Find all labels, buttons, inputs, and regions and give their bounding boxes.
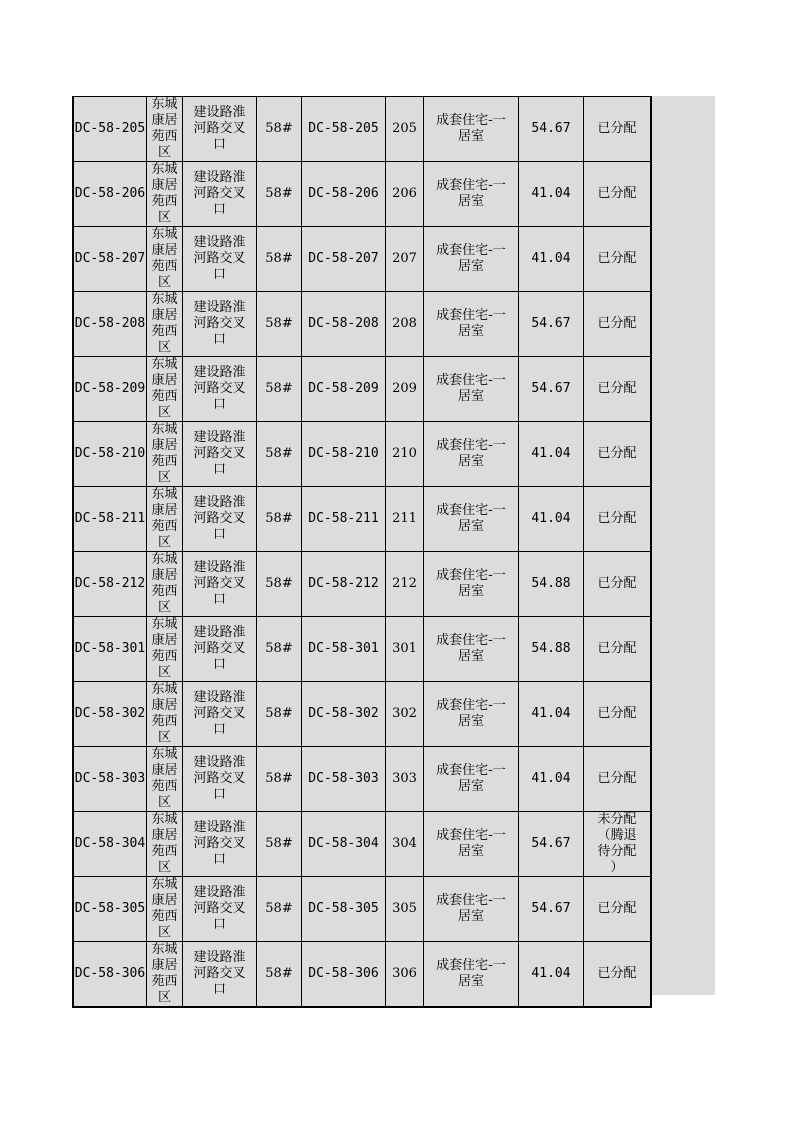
cell-building-text: 58# xyxy=(265,706,293,721)
cell-house-code xyxy=(73,812,147,877)
cell-address xyxy=(183,617,257,682)
cell-address xyxy=(183,162,257,227)
cell-unit-code-text: DC-58-206 xyxy=(308,186,379,201)
cell-housing-type-text: 成套住宅-一 居室 xyxy=(436,568,506,599)
cell-room-number-text: 206 xyxy=(392,186,417,201)
cell-house-code-text: DC-58-206 xyxy=(74,186,146,201)
cell-community xyxy=(147,357,183,422)
cell-allocation-status xyxy=(584,682,652,747)
cell-building-text: 58# xyxy=(265,251,293,266)
cell-house-code xyxy=(73,747,147,812)
cell-allocation-status xyxy=(584,422,652,487)
cell-address-text: 建设路淮 河路交叉 口 xyxy=(193,170,246,217)
cell-house-code-text: DC-58-207 xyxy=(74,251,146,266)
cell-room-number xyxy=(386,552,424,617)
cell-floor-area xyxy=(519,552,584,617)
cell-unit-code xyxy=(302,682,386,747)
cell-address-text: 建设路淮 河路交叉 口 xyxy=(193,820,246,867)
cell-allocation-status xyxy=(584,747,652,812)
cell-house-code xyxy=(73,292,147,357)
grey-margin-band xyxy=(647,96,715,995)
cell-allocation-status xyxy=(584,227,652,292)
cell-floor-area-text: 54.67 xyxy=(531,316,571,331)
table-row xyxy=(73,487,651,552)
cell-allocation-status xyxy=(584,292,652,357)
cell-house-code-text: DC-58-208 xyxy=(74,316,146,331)
cell-address xyxy=(183,357,257,422)
cell-allocation-status xyxy=(584,162,652,227)
cell-housing-type-text: 成套住宅-一 居室 xyxy=(436,698,506,729)
cell-address-text: 建设路淮 河路交叉 口 xyxy=(193,300,246,347)
cell-community-text: 东城 康居 苑西 区 xyxy=(151,747,178,810)
cell-house-code xyxy=(73,552,147,617)
cell-allocation-status-text: 已分配 xyxy=(597,706,637,721)
cell-address-text: 建设路淮 河路交叉 口 xyxy=(193,885,246,932)
cell-address-text: 建设路淮 河路交叉 口 xyxy=(193,365,246,412)
table-row xyxy=(73,942,651,1008)
cell-community-text: 东城 康居 苑西 区 xyxy=(151,227,178,290)
cell-address-text: 建设路淮 河路交叉 口 xyxy=(193,755,246,802)
cell-unit-code xyxy=(302,357,386,422)
cell-housing-type-text: 成套住宅-一 居室 xyxy=(436,893,506,924)
cell-room-number xyxy=(386,942,424,1008)
cell-floor-area-text: 54.67 xyxy=(531,381,571,396)
cell-room-number xyxy=(386,162,424,227)
cell-building xyxy=(257,877,302,942)
cell-unit-code xyxy=(302,747,386,812)
cell-floor-area-text: 41.04 xyxy=(531,706,571,721)
cell-house-code xyxy=(73,942,147,1008)
cell-allocation-status xyxy=(584,357,652,422)
cell-community xyxy=(147,422,183,487)
cell-building xyxy=(257,617,302,682)
cell-allocation-status-text: 已分配 xyxy=(597,966,637,981)
cell-room-number-text: 209 xyxy=(392,381,417,396)
cell-floor-area-text: 41.04 xyxy=(531,446,571,461)
cell-building xyxy=(257,747,302,812)
cell-house-code-text: DC-58-302 xyxy=(74,706,146,721)
cell-building xyxy=(257,422,302,487)
cell-unit-code xyxy=(302,422,386,487)
cell-room-number-text: 302 xyxy=(392,706,417,721)
cell-house-code-text: DC-58-212 xyxy=(74,576,146,591)
table-row xyxy=(73,877,651,942)
cell-address xyxy=(183,877,257,942)
cell-house-code-text: DC-58-301 xyxy=(74,641,146,656)
cell-house-code-text: DC-58-305 xyxy=(74,901,146,916)
cell-building-text: 58# xyxy=(265,446,293,461)
cell-address xyxy=(183,682,257,747)
cell-housing-type-text: 成套住宅-一 居室 xyxy=(436,828,506,859)
cell-allocation-status-text: 已分配 xyxy=(597,641,637,656)
cell-community xyxy=(147,162,183,227)
cell-address-text: 建设路淮 河路交叉 口 xyxy=(193,105,246,152)
cell-room-number xyxy=(386,487,424,552)
cell-allocation-status xyxy=(584,942,652,1008)
cell-housing-type-text: 成套住宅-一 居室 xyxy=(436,503,506,534)
cell-community-text: 东城 康居 苑西 区 xyxy=(151,877,178,940)
cell-room-number xyxy=(386,747,424,812)
cell-address-text: 建设路淮 河路交叉 口 xyxy=(193,235,246,282)
cell-address xyxy=(183,227,257,292)
cell-address xyxy=(183,552,257,617)
table-body xyxy=(73,97,651,1008)
cell-housing-type xyxy=(424,747,519,812)
cell-allocation-status-text: 已分配 xyxy=(597,901,637,916)
cell-housing-type xyxy=(424,617,519,682)
cell-housing-type-text: 成套住宅-一 居室 xyxy=(436,438,506,469)
cell-community-text: 东城 康居 苑西 区 xyxy=(151,97,178,160)
cell-building-text: 58# xyxy=(265,511,293,526)
cell-allocation-status-text: 已分配 xyxy=(597,251,637,266)
cell-housing-type xyxy=(424,942,519,1008)
cell-unit-code-text: DC-58-212 xyxy=(308,576,379,591)
cell-address xyxy=(183,292,257,357)
cell-community xyxy=(147,812,183,877)
cell-building xyxy=(257,552,302,617)
cell-allocation-status xyxy=(584,552,652,617)
cell-house-code xyxy=(73,617,147,682)
cell-house-code xyxy=(73,97,147,162)
cell-building xyxy=(257,162,302,227)
cell-community xyxy=(147,292,183,357)
cell-housing-type xyxy=(424,162,519,227)
cell-building xyxy=(257,487,302,552)
cell-room-number xyxy=(386,357,424,422)
cell-floor-area xyxy=(519,812,584,877)
cell-building-text: 58# xyxy=(265,771,293,786)
cell-unit-code-text: DC-58-303 xyxy=(308,771,379,786)
cell-house-code-text: DC-58-306 xyxy=(74,966,146,981)
cell-room-number xyxy=(386,97,424,162)
table-row xyxy=(73,617,651,682)
cell-floor-area xyxy=(519,97,584,162)
cell-allocation-status-text: 已分配 xyxy=(597,446,637,461)
cell-community-text: 东城 康居 苑西 区 xyxy=(151,357,178,420)
cell-allocation-status xyxy=(584,617,652,682)
cell-floor-area xyxy=(519,877,584,942)
cell-community xyxy=(147,97,183,162)
cell-unit-code-text: DC-58-208 xyxy=(308,316,379,331)
cell-housing-type xyxy=(424,97,519,162)
cell-housing-type xyxy=(424,487,519,552)
cell-community xyxy=(147,747,183,812)
table-row xyxy=(73,227,651,292)
cell-floor-area xyxy=(519,942,584,1008)
cell-address xyxy=(183,747,257,812)
cell-floor-area xyxy=(519,487,584,552)
cell-housing-type-text: 成套住宅-一 居室 xyxy=(436,243,506,274)
cell-building xyxy=(257,682,302,747)
cell-room-number xyxy=(386,292,424,357)
cell-housing-type-text: 成套住宅-一 居室 xyxy=(436,178,506,209)
cell-house-code xyxy=(73,357,147,422)
cell-address-text: 建设路淮 河路交叉 口 xyxy=(193,430,246,477)
cell-housing-type xyxy=(424,357,519,422)
cell-allocation-status-text: 已分配 xyxy=(597,511,637,526)
cell-floor-area-text: 41.04 xyxy=(531,771,571,786)
cell-unit-code-text: DC-58-209 xyxy=(308,381,379,396)
cell-address xyxy=(183,97,257,162)
cell-unit-code xyxy=(302,552,386,617)
cell-room-number-text: 210 xyxy=(392,446,417,461)
cell-housing-type-text: 成套住宅-一 居室 xyxy=(436,763,506,794)
cell-room-number-text: 306 xyxy=(392,966,417,981)
cell-room-number xyxy=(386,617,424,682)
cell-floor-area-text: 54.88 xyxy=(531,576,571,591)
cell-house-code-text: DC-58-303 xyxy=(74,771,146,786)
cell-unit-code xyxy=(302,292,386,357)
cell-building xyxy=(257,292,302,357)
cell-community-text: 东城 康居 苑西 区 xyxy=(151,617,178,680)
cell-building-text: 58# xyxy=(265,121,293,136)
cell-unit-code-text: DC-58-207 xyxy=(308,251,379,266)
cell-community-text: 东城 康居 苑西 区 xyxy=(151,292,178,355)
cell-building-text: 58# xyxy=(265,316,293,331)
cell-room-number xyxy=(386,877,424,942)
cell-house-code xyxy=(73,162,147,227)
cell-community xyxy=(147,617,183,682)
table-row xyxy=(73,812,651,877)
cell-address xyxy=(183,487,257,552)
cell-housing-type-text: 成套住宅-一 居室 xyxy=(436,113,506,144)
cell-floor-area-text: 54.67 xyxy=(531,901,571,916)
table-row xyxy=(73,552,651,617)
cell-community-text: 东城 康居 苑西 区 xyxy=(151,552,178,615)
cell-room-number-text: 212 xyxy=(392,576,417,591)
cell-room-number-text: 303 xyxy=(392,771,417,786)
cell-unit-code-text: DC-58-211 xyxy=(308,511,379,526)
cell-housing-type xyxy=(424,812,519,877)
table-row xyxy=(73,422,651,487)
cell-house-code-text: DC-58-209 xyxy=(74,381,146,396)
cell-building-text: 58# xyxy=(265,381,293,396)
cell-floor-area-text: 41.04 xyxy=(531,186,571,201)
cell-address-text: 建设路淮 河路交叉 口 xyxy=(193,495,246,542)
cell-allocation-status xyxy=(584,487,652,552)
cell-address xyxy=(183,942,257,1008)
cell-room-number-text: 208 xyxy=(392,316,417,331)
cell-house-code-text: DC-58-205 xyxy=(74,121,146,136)
cell-housing-type xyxy=(424,227,519,292)
cell-floor-area-text: 41.04 xyxy=(531,251,571,266)
cell-allocation-status-text: 已分配 xyxy=(597,771,637,786)
cell-community xyxy=(147,487,183,552)
cell-unit-code xyxy=(302,227,386,292)
cell-address-text: 建设路淮 河路交叉 口 xyxy=(193,950,246,997)
cell-floor-area-text: 54.67 xyxy=(531,836,571,851)
cell-building xyxy=(257,97,302,162)
cell-unit-code xyxy=(302,617,386,682)
cell-unit-code-text: DC-58-210 xyxy=(308,446,379,461)
cell-room-number xyxy=(386,422,424,487)
cell-community-text: 东城 康居 苑西 区 xyxy=(151,812,178,875)
cell-room-number-text: 211 xyxy=(392,511,417,526)
cell-room-number xyxy=(386,682,424,747)
cell-unit-code-text: DC-58-302 xyxy=(308,706,379,721)
cell-allocation-status-text: 已分配 xyxy=(597,316,637,331)
cell-building xyxy=(257,942,302,1008)
table-row xyxy=(73,162,651,227)
table-row xyxy=(73,682,651,747)
cell-unit-code xyxy=(302,877,386,942)
cell-housing-type-text: 成套住宅-一 居室 xyxy=(436,958,506,989)
cell-address-text: 建设路淮 河路交叉 口 xyxy=(193,625,246,672)
cell-unit-code xyxy=(302,162,386,227)
cell-floor-area-text: 41.04 xyxy=(531,966,571,981)
cell-allocation-status-text: 已分配 xyxy=(597,381,637,396)
cell-community xyxy=(147,942,183,1008)
cell-floor-area xyxy=(519,682,584,747)
cell-house-code xyxy=(73,422,147,487)
cell-house-code-text: DC-58-211 xyxy=(74,511,146,526)
cell-allocation-status-text: 未分配 （腾退 待分配 ） xyxy=(597,812,637,875)
cell-floor-area xyxy=(519,422,584,487)
cell-community xyxy=(147,227,183,292)
cell-room-number-text: 207 xyxy=(392,251,417,266)
cell-unit-code-text: DC-58-306 xyxy=(308,966,379,981)
cell-floor-area-text: 54.88 xyxy=(531,641,571,656)
cell-unit-code xyxy=(302,812,386,877)
cell-unit-code xyxy=(302,942,386,1008)
cell-unit-code xyxy=(302,487,386,552)
cell-allocation-status xyxy=(584,877,652,942)
cell-housing-type xyxy=(424,877,519,942)
cell-community xyxy=(147,877,183,942)
cell-allocation-status-text: 已分配 xyxy=(597,186,637,201)
cell-housing-type-text: 成套住宅-一 居室 xyxy=(436,633,506,664)
cell-house-code xyxy=(73,487,147,552)
cell-building xyxy=(257,812,302,877)
cell-allocation-status xyxy=(584,97,652,162)
cell-allocation-status-text: 已分配 xyxy=(597,576,637,591)
cell-address xyxy=(183,812,257,877)
cell-floor-area-text: 41.04 xyxy=(531,511,571,526)
cell-room-number-text: 305 xyxy=(392,901,417,916)
cell-housing-type xyxy=(424,422,519,487)
cell-house-code xyxy=(73,682,147,747)
cell-house-code xyxy=(73,227,147,292)
cell-room-number xyxy=(386,227,424,292)
cell-housing-type xyxy=(424,292,519,357)
cell-room-number xyxy=(386,812,424,877)
cell-room-number-text: 205 xyxy=(392,121,417,136)
cell-building xyxy=(257,227,302,292)
cell-building-text: 58# xyxy=(265,966,293,981)
cell-community-text: 东城 康居 苑西 区 xyxy=(151,162,178,225)
cell-room-number-text: 301 xyxy=(392,641,417,656)
cell-address xyxy=(183,422,257,487)
cell-floor-area xyxy=(519,162,584,227)
cell-address-text: 建设路淮 河路交叉 口 xyxy=(193,690,246,737)
table-row xyxy=(73,747,651,812)
cell-unit-code-text: DC-58-304 xyxy=(308,836,379,851)
cell-unit-code-text: DC-58-305 xyxy=(308,901,379,916)
cell-housing-type xyxy=(424,682,519,747)
cell-housing-type xyxy=(424,552,519,617)
cell-address-text: 建设路淮 河路交叉 口 xyxy=(193,560,246,607)
cell-house-code-text: DC-58-210 xyxy=(74,446,146,461)
table-row xyxy=(73,357,651,422)
cell-housing-type-text: 成套住宅-一 居室 xyxy=(436,373,506,404)
cell-building-text: 58# xyxy=(265,576,293,591)
cell-building-text: 58# xyxy=(265,901,293,916)
cell-community-text: 东城 康居 苑西 区 xyxy=(151,682,178,745)
cell-unit-code-text: DC-58-205 xyxy=(308,121,379,136)
cell-room-number-text: 304 xyxy=(392,836,417,851)
cell-allocation-status xyxy=(584,812,652,877)
housing-allocation-table xyxy=(72,96,652,1008)
cell-unit-code-text: DC-58-301 xyxy=(308,641,379,656)
cell-housing-type-text: 成套住宅-一 居室 xyxy=(436,308,506,339)
cell-building xyxy=(257,357,302,422)
cell-floor-area xyxy=(519,227,584,292)
cell-floor-area xyxy=(519,617,584,682)
cell-house-code-text: DC-58-304 xyxy=(74,836,146,851)
cell-floor-area-text: 54.67 xyxy=(531,121,571,136)
cell-allocation-status-text: 已分配 xyxy=(597,121,637,136)
cell-community-text: 东城 康居 苑西 区 xyxy=(151,422,178,485)
cell-community-text: 东城 康居 苑西 区 xyxy=(151,942,178,1005)
cell-community xyxy=(147,552,183,617)
cell-building-text: 58# xyxy=(265,641,293,656)
cell-floor-area xyxy=(519,747,584,812)
table-row xyxy=(73,97,651,162)
cell-floor-area xyxy=(519,357,584,422)
cell-floor-area xyxy=(519,292,584,357)
table-row xyxy=(73,292,651,357)
cell-building-text: 58# xyxy=(265,186,293,201)
cell-house-code xyxy=(73,877,147,942)
cell-community xyxy=(147,682,183,747)
cell-building-text: 58# xyxy=(265,836,293,851)
cell-community-text: 东城 康居 苑西 区 xyxy=(151,487,178,550)
cell-unit-code xyxy=(302,97,386,162)
